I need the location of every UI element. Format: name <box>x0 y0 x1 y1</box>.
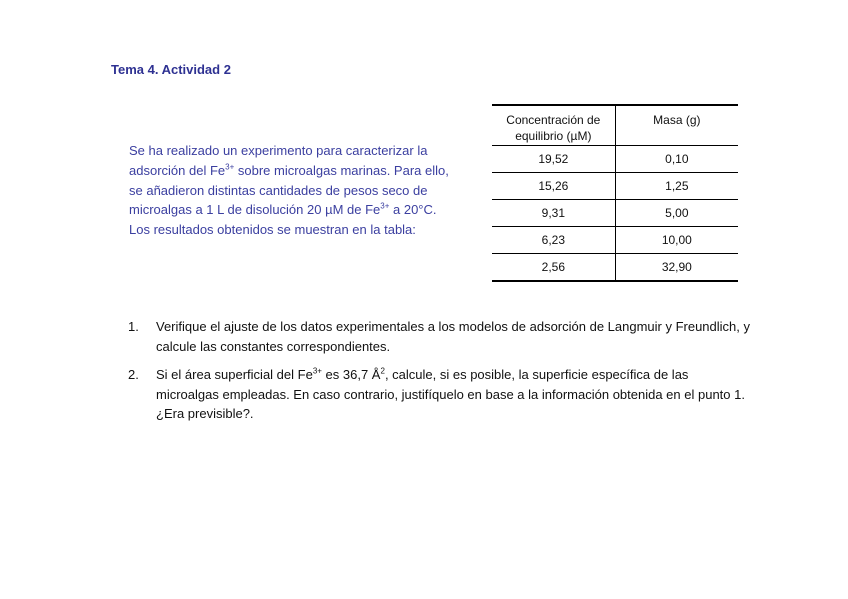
question-text: Verifique el ajuste de los datos experimentales a los modelos de adsorción de Langmuir y Freundlich, y calcule las constantes correspondientes. <box>156 319 751 354</box>
question-item <box>128 365 753 424</box>
table-header-row <box>492 105 738 145</box>
cell-concentration: 19,52 <box>492 145 615 172</box>
table-row <box>492 253 738 281</box>
table-row <box>492 226 738 253</box>
question-text-part2: es 36,7 Å <box>321 367 381 382</box>
header-concentration: Concentración de equilibrio (µM) <box>492 105 615 145</box>
question-list <box>128 317 753 433</box>
table-row <box>492 172 738 199</box>
question-number: 1. <box>128 319 139 334</box>
cell-concentration: 6,23 <box>492 226 615 253</box>
results-table <box>492 104 738 282</box>
ion-charge-superscript: 3+ <box>225 162 235 172</box>
header-mass: Masa (g) <box>615 105 738 145</box>
table-row <box>492 199 738 226</box>
ion-charge-superscript: 3+ <box>380 202 390 212</box>
cell-mass: 5,00 <box>615 199 738 226</box>
cell-mass: 0,10 <box>615 145 738 172</box>
question-text-part1: Si el área superficial del Fe <box>156 367 313 382</box>
cell-concentration: 2,56 <box>492 253 615 281</box>
cell-mass: 10,00 <box>615 226 738 253</box>
question-text-part3: , calcule, si es posible, la superficie específica de las microalgas empleadas. En caso contrario, justifíquelo en base a la información obtenida en el punto 1. ¿Era previsible?. <box>156 367 745 421</box>
cell-concentration: 15,26 <box>492 172 615 199</box>
question-text <box>156 367 745 421</box>
intro-paragraph <box>129 141 459 240</box>
question-number: 2. <box>128 367 139 382</box>
cell-mass: 32,90 <box>615 253 738 281</box>
intro-text-part3: a 20°C. Los resultados obtenidos se muestran en la tabla: <box>129 202 437 238</box>
page-title: Tema 4. Actividad 2 <box>111 62 231 77</box>
ion-charge-superscript: 3+ <box>312 366 322 376</box>
table-row <box>492 145 738 172</box>
unit-exponent-superscript: 2 <box>380 366 385 376</box>
cell-mass: 1,25 <box>615 172 738 199</box>
cell-concentration: 9,31 <box>492 199 615 226</box>
intro-text-part1: Se ha realizado un experimento para caracterizar la adsorción del Fe <box>129 143 428 178</box>
intro-text-part2: sobre microalgas marinas. Para ello, se añadieron distintas cantidades de pesos seco de microalgas a 1 L de disolución 20 µM de Fe <box>129 162 449 218</box>
question-item <box>128 317 753 356</box>
